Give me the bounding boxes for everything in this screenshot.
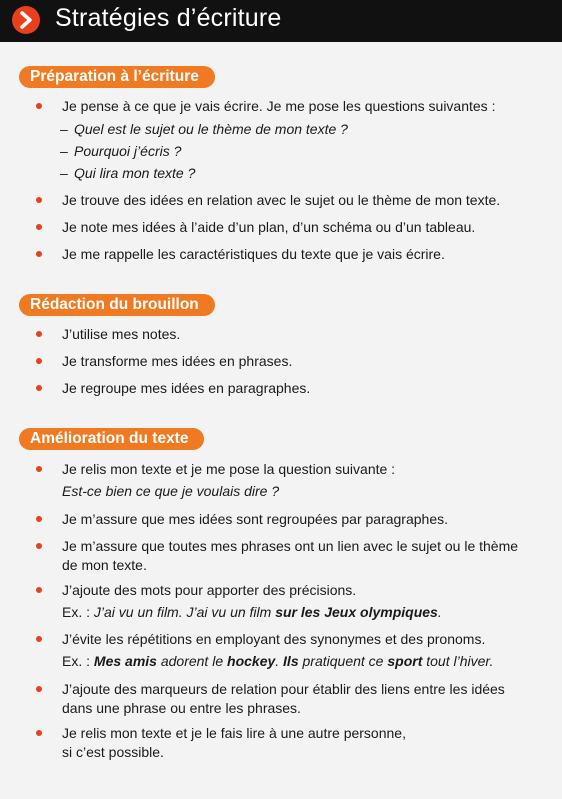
item-example: Ex. : J’ai vu un film. J’ai vu un film sur les Jeux olympiques. (62, 604, 442, 620)
bullet-icon (36, 331, 42, 337)
bullet-icon (36, 358, 42, 364)
item-text: Je note mes idées à l’aide d’un plan, d’un schéma ou d’un tableau. (62, 219, 476, 235)
bullet-icon (36, 103, 42, 109)
page-title: Stratégies d’écriture (55, 4, 282, 32)
chevron-right-icon (12, 6, 40, 34)
item-question: Est-ce bien ce que je voulais dire ? (62, 483, 280, 499)
item-text: Je m’assure que toutes mes phrases ont un lien avec le sujet ou le thème (62, 538, 519, 554)
item-text: Je transforme mes idées en phrases. (62, 353, 293, 369)
item-text: J’évite les répétitions en employant des synonymes et des pronoms. (62, 631, 486, 647)
bullet-icon (36, 385, 42, 391)
item-text: Je me rappelle les caractéristiques du texte que je vais écrire. (62, 246, 445, 262)
bullet-icon (36, 587, 42, 593)
item-text: dans une phrase ou entre les phrases. (62, 700, 301, 716)
item-text: de mon texte. (62, 557, 147, 573)
sub-item: – Pourquoi j’écris ? (60, 143, 182, 159)
item-text: Je trouve des idées en relation avec le sujet ou le thème de mon texte. (62, 192, 501, 208)
bullet-icon (36, 197, 42, 203)
sub-item: – Qui lira mon texte ? (60, 165, 196, 181)
header-bar (0, 0, 562, 42)
item-text: si c’est possible. (62, 744, 164, 760)
bullet-icon (36, 516, 42, 522)
bullet-icon (36, 251, 42, 257)
sub-item: – Quel est le sujet ou le thème de mon texte ? (60, 121, 348, 137)
item-text: J’ajoute des marqueurs de relation pour établir des liens entre les idées (62, 681, 505, 697)
item-text: Je pense à ce que je vais écrire. Je me pose les questions suivantes : (62, 98, 496, 114)
item-text: J’ajoute des mots pour apporter des précisions. (62, 582, 357, 598)
section-title: Rédaction du brouillon (19, 294, 215, 316)
bullet-icon (36, 466, 42, 472)
item-text: Je relis mon texte et je me pose la question suivante : (62, 461, 396, 477)
item-text: Je relis mon texte et je le fais lire à une autre personne, (62, 725, 406, 741)
section-title: Préparation à l’écriture (19, 66, 215, 88)
item-text: Je m’assure que mes idées sont regroupées par paragraphes. (62, 511, 448, 527)
bullet-icon (36, 224, 42, 230)
item-example: Ex. : Mes amis adorent le hockey. Ils pratiquent ce sport tout l’hiver. (62, 653, 494, 669)
item-text: J’utilise mes notes. (62, 326, 181, 342)
bullet-icon (36, 636, 42, 642)
bullet-icon (36, 730, 42, 736)
item-text: Je regroupe mes idées en paragraphes. (62, 380, 311, 396)
section-title: Amélioration du texte (19, 428, 204, 450)
bullet-icon (36, 686, 42, 692)
bullet-icon (36, 543, 42, 549)
